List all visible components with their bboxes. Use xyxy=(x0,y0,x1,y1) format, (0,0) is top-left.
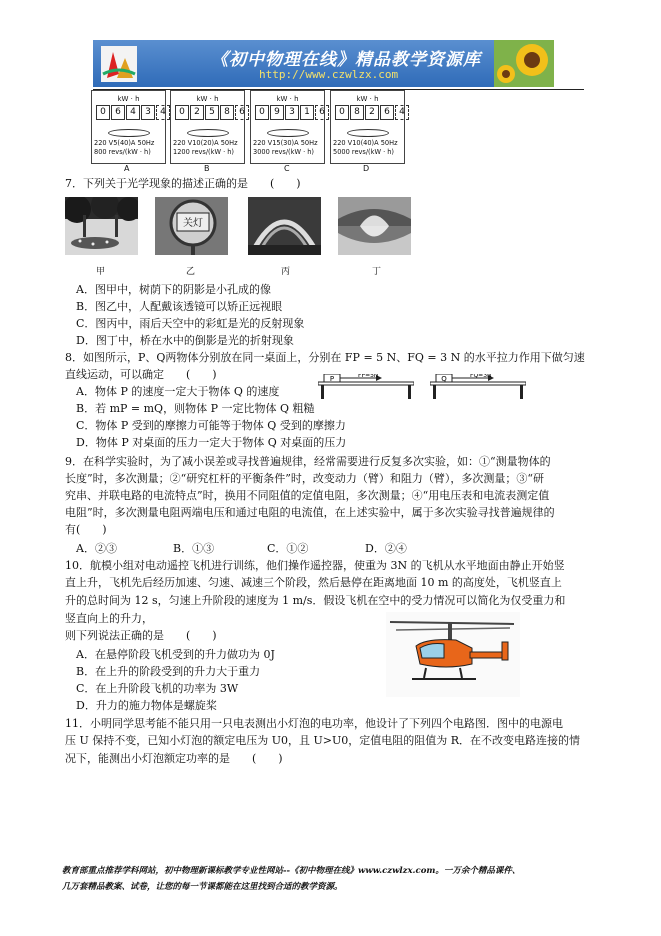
meter-spec: 220 V10(40)A 50Hz xyxy=(333,139,398,147)
meter-unit: kW · h xyxy=(276,95,299,103)
meter-digit: 5 xyxy=(205,105,219,120)
q7-option-a: A．图甲中，树荫下的阴影是小孔成的像 xyxy=(76,283,271,296)
meter-spec: 220 V15(30)A 50Hz xyxy=(253,139,318,147)
photo-rainbow xyxy=(248,197,321,255)
meter-reading xyxy=(175,105,249,120)
site-title: 《初中物理在线》精品教学资源库 xyxy=(211,50,481,70)
meter-digit: 3 xyxy=(285,105,299,120)
q10-option-d: D．升力的施力物体是螺旋桨 xyxy=(76,699,217,712)
meter-spec: 220 V10(20)A 50Hz xyxy=(173,139,238,147)
question-10-line: 则下列说法正确的是 ( ) xyxy=(65,629,217,642)
photo-label: 丁 xyxy=(372,267,382,277)
site-url[interactable]: http://www.czwlzx.com xyxy=(259,68,399,81)
meter-spec: 220 V5(40)A 50Hz xyxy=(94,139,155,147)
meter-spec: 3000 revs/(kW · h) xyxy=(253,148,315,156)
photo-tree-shade xyxy=(65,197,138,255)
meter-disk-icon xyxy=(187,129,229,137)
question-8-stem: 8．如图所示，P、Q两物体分别放在同一桌面上，分别在 FP = 5 N、FQ = 3 N 的水平拉力作用下做匀速 xyxy=(65,351,585,364)
question-10-line: 直上升，飞机先后经历加速、匀速、减速三个阶段，然后悬停在距离地面 10 m 的高度处，飞机竖直上 xyxy=(65,576,562,589)
meter-digit: 1 xyxy=(300,105,314,120)
object-q-label: Q xyxy=(441,375,447,383)
meter-disk-icon xyxy=(347,129,389,137)
meter-digit: 8 xyxy=(220,105,234,120)
q9-option-d: D．②④ xyxy=(365,542,407,555)
question-11-line: 况下，能测出小灯泡额定功率的是 ( ) xyxy=(65,752,283,765)
q7-option-b: B．图乙中，人配戴该透镜可以矫正远视眼 xyxy=(76,300,283,313)
meter-unit: kW · h xyxy=(117,95,140,103)
meter-digit: 4 xyxy=(156,105,170,120)
meter-reading xyxy=(335,105,409,120)
question-10-line: 竖直向上的升力， xyxy=(65,612,153,625)
energy-meter-b xyxy=(170,90,245,164)
helicopter-icon xyxy=(386,612,520,697)
meter-digit: 6 xyxy=(315,105,329,120)
meter-digit: 6 xyxy=(111,105,125,120)
question-9-line: 9．在科学实验时，为了减小误差或寻找普遍规律，经常需要进行反复多次实验，如：①“测量物体的 xyxy=(65,455,551,468)
q7-option-c: C．图丙中，雨后天空中的彩虹是光的反射现象 xyxy=(76,317,305,330)
meter-spec: 800 revs/(kW · h) xyxy=(94,148,151,156)
meter-digit: 0 xyxy=(175,105,189,120)
photo-sign-text: 关灯 xyxy=(183,218,203,229)
meter-digit: 9 xyxy=(270,105,284,120)
meter-digit: 8 xyxy=(350,105,364,120)
footer-line-2: 几万套精品教案、试卷，让您的每一节课都能在这里找到合适的教学资源。 xyxy=(62,882,343,892)
question-10-line: 10．航模小组对电动遥控飞机进行训练，他们操作遥控器，使重为 3N 的飞机从水平地面由静止开始竖 xyxy=(65,559,565,572)
meter-label: D xyxy=(363,164,370,173)
q8-option-c: C．物体 P 受到的摩擦力可能等于物体 Q 受到的摩擦力 xyxy=(76,419,346,432)
meter-disk-icon xyxy=(267,129,309,137)
q10-option-a: A．在悬停阶段飞机受到的升力做功为 0J xyxy=(76,648,275,661)
meter-digit: 4 xyxy=(126,105,140,120)
q9-option-a: A．②③ xyxy=(76,542,117,555)
object-p-label: P xyxy=(329,375,335,383)
question-9-line: 长度”时，多次测量；②“研究杠杆的平衡条件”时，改变动力（臂）和阻力（臂），多次测量；③“研 xyxy=(65,472,544,485)
q9-option-b: B．①③ xyxy=(173,542,215,555)
meter-unit: kW · h xyxy=(356,95,379,103)
question-10-line: 升的总时间为 12 s，匀速上升阶段的速度为 1 m/s．假设飞机在空中的受力情况可以简化为仅受重力和 xyxy=(65,594,566,607)
meter-digit: 0 xyxy=(255,105,269,120)
energy-meter-a xyxy=(91,90,166,164)
meter-reading xyxy=(255,105,329,120)
energy-meter-c xyxy=(250,90,325,164)
meter-spec: 1200 revs/(kW · h) xyxy=(173,148,235,156)
diagram-object-q xyxy=(430,374,526,400)
meter-spec: 5000 revs/(kW · h) xyxy=(333,148,395,156)
question-9-line: 电阻”时，多次测量电阻两端电压和通过电阻的电流值，在上述实验中，属于多次实验寻找普遍规律的 xyxy=(65,506,555,519)
meter-digit: 3 xyxy=(141,105,155,120)
question-9-line: 究串、并联电路的电流特点”时，换用不同阻值的定值电阻，多次测量；④“用电压表和电流表测定值 xyxy=(65,489,550,502)
force-q-label: FQ=3N xyxy=(470,374,492,379)
meter-digit: 2 xyxy=(190,105,204,120)
q8-option-a: A．物体 P 的速度一定大于物体 Q 的速度 xyxy=(76,385,280,398)
meter-reading xyxy=(96,105,170,120)
meter-unit: kW · h xyxy=(196,95,219,103)
q8-option-b: B．若 mP = mQ，则物体 P 一定比物体 Q 粗糙 xyxy=(76,402,315,415)
question-11-line: 压 U 保持不变，已知小灯泡的额定电压为 U0，且 U>U0，定值电阻的阻值为 R．在不改变电路连接的情 xyxy=(65,734,581,747)
photo-label: 丙 xyxy=(281,267,291,277)
q8-option-d: D．物体 P 对桌面的压力一定大于物体 Q 对桌面的压力 xyxy=(76,436,347,449)
site-logo-icon xyxy=(99,44,139,84)
footer-line-1: 教育部重点推荐学科网站，初中物理新课标教学专业性网站--《初中物理在线》www.czwlzx.com。一万余个精品课件、 xyxy=(62,866,521,876)
meter-label: C xyxy=(284,164,290,173)
q10-option-c: C．在上升阶段飞机的功率为 3W xyxy=(76,682,239,695)
meter-digit: 2 xyxy=(365,105,379,120)
force-p-label: FP=5N xyxy=(358,374,379,379)
meter-digit: 0 xyxy=(96,105,110,120)
energy-meter-d xyxy=(330,90,405,164)
question-8-stem-cont: 直线运动，可以确定 ( ) xyxy=(65,368,217,381)
photo-label: 甲 xyxy=(96,267,106,277)
q7-option-d: D．图丁中，桥在水中的倒影是光的折射现象 xyxy=(76,334,294,347)
site-banner xyxy=(93,40,554,87)
question-9-line: 有( ) xyxy=(65,523,107,536)
meter-label: B xyxy=(204,164,210,173)
meter-disk-icon xyxy=(108,129,150,137)
sunflower-icon xyxy=(494,40,554,87)
question-11-line: 11．小明同学思考能不能只用一只电表测出小灯泡的电功率，他设计了下列四个电路图．图中的电源电 xyxy=(65,717,563,730)
meter-digit: 6 xyxy=(380,105,394,120)
meter-digit: 0 xyxy=(335,105,349,120)
question-7-stem: 7．下列关于光学现象的描述正确的是 ( ) xyxy=(65,177,301,190)
photo-bridge-reflection xyxy=(338,197,411,255)
meter-digit: 4 xyxy=(395,105,409,120)
meter-label: A xyxy=(124,164,130,173)
diagram-object-p xyxy=(318,374,414,400)
photo-label: 乙 xyxy=(186,267,196,277)
q9-option-c: C．①② xyxy=(267,542,309,555)
photo-lens-sign xyxy=(155,197,228,255)
meter-digit: 6 xyxy=(235,105,249,120)
q10-option-b: B．在上升的阶段受到的升力大于重力 xyxy=(76,665,261,678)
